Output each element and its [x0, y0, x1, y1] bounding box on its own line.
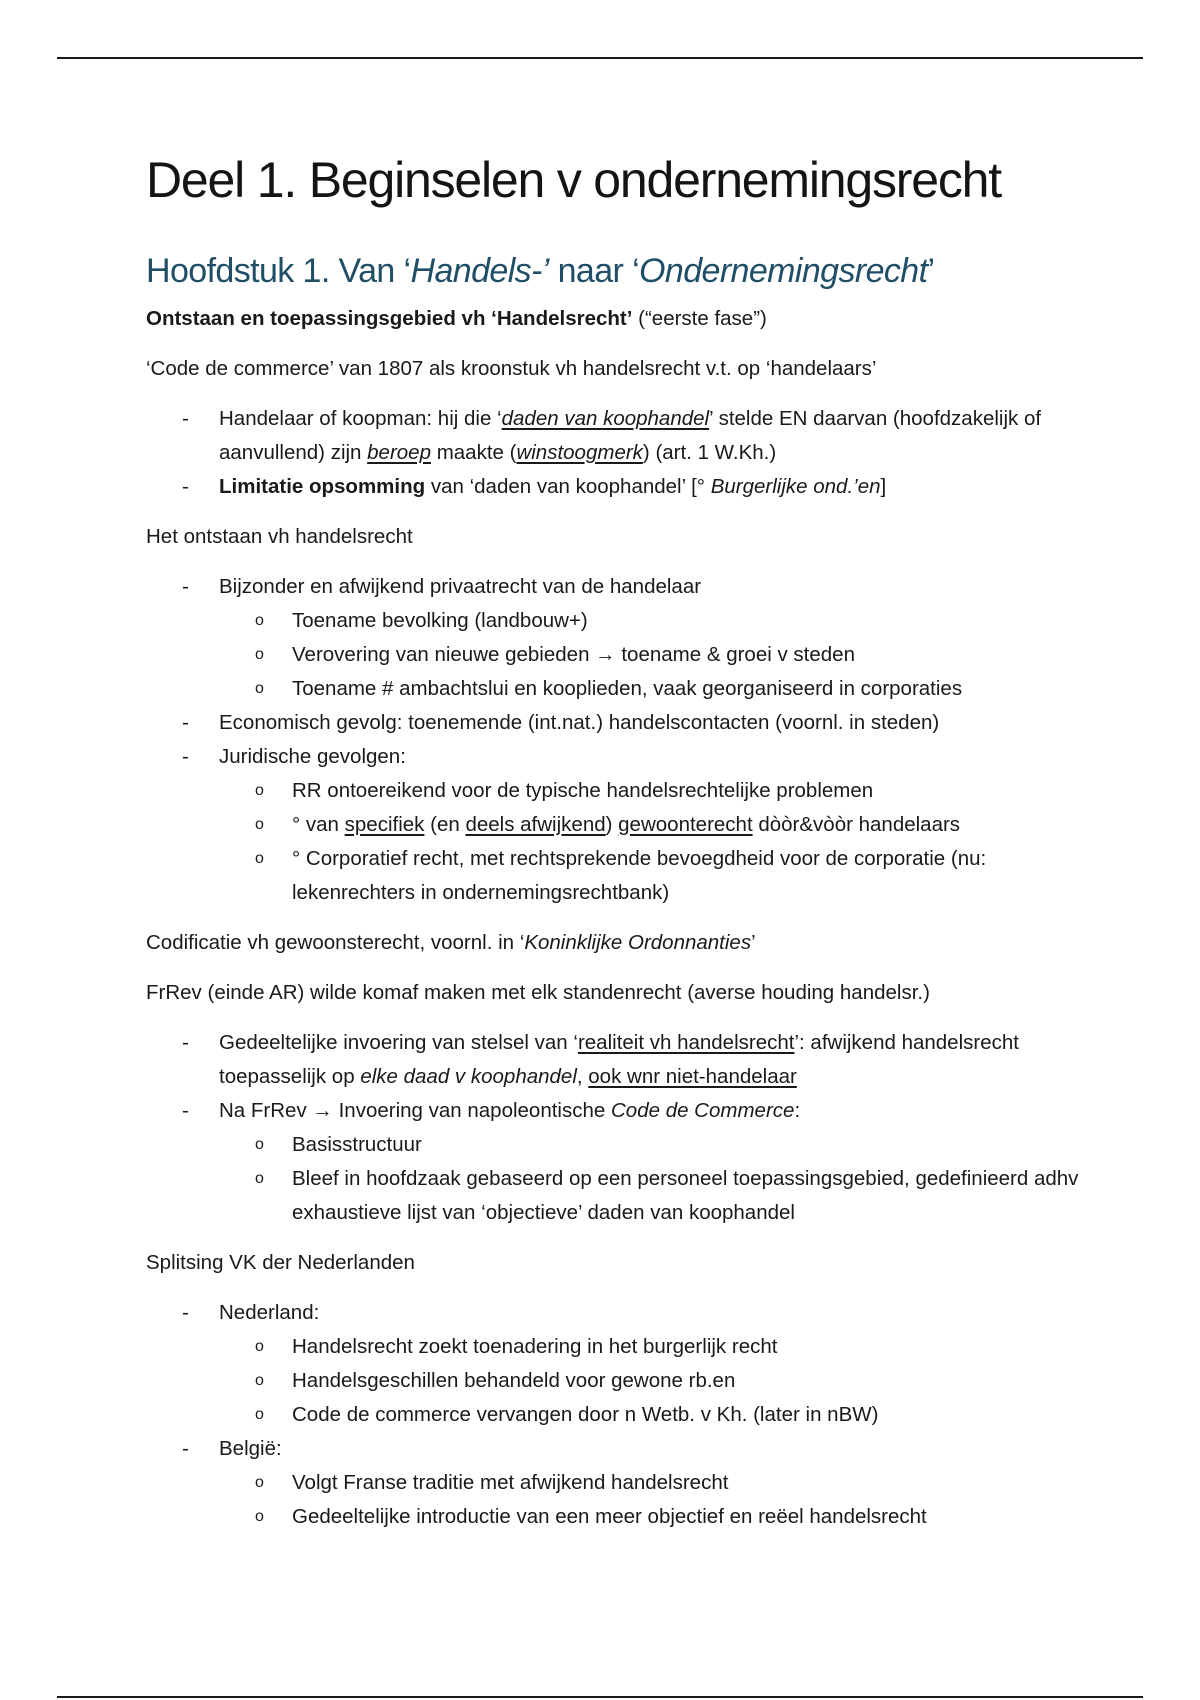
text-run: specifiek [344, 813, 425, 836]
text-run: Handelaar of koopman: hij die ‘ [219, 407, 502, 430]
footer-rule [57, 1696, 1143, 1698]
sub-list-item: o Handelsgeschillen behandeld voor gewone rb.en [219, 1364, 1086, 1398]
text-run: Burgerlijke ond.’en [710, 475, 881, 498]
section-heading-rest: (“eerste fase”) [632, 307, 767, 330]
header-rule [57, 57, 1143, 59]
sub-list [219, 1330, 1086, 1432]
text-run: Juridische gevolgen: [219, 745, 406, 768]
section-heading-ontstaan-handelsrecht: Het ontstaan vh handelsrecht [146, 525, 413, 548]
sub-list-item: o Volgt Franse traditie met afwijkend handelsrecht [219, 1466, 1086, 1500]
sub-list-item: o Verovering van nieuwe gebieden → toename & groei v steden [219, 638, 1086, 672]
chapter-term-handels: Handels-’ [410, 252, 549, 290]
sub-list-item: o Code de commerce vervangen door n Wetb. v Kh. (later in nBW) [219, 1398, 1086, 1432]
text-run: daden van koophandel [501, 407, 710, 430]
text-run: Code de Commerce [610, 1099, 795, 1122]
bullet-list-ontstaan [146, 570, 1086, 910]
chapter-mid: naar ‘ [548, 252, 640, 290]
text-run: gewoonterecht [618, 813, 753, 836]
sub-list [219, 1466, 1086, 1534]
list-item [146, 740, 1086, 910]
text-run: Nederland: [219, 1301, 320, 1324]
sub-list-item: o Basisstructuur [219, 1128, 1086, 1162]
list-item [146, 470, 1086, 504]
sub-list-item [219, 808, 1086, 842]
list-item [146, 1094, 1086, 1230]
text-run: Bijzonder en afwijkend privaatrecht van de handelaar [219, 575, 702, 598]
sub-list-item: o Toename bevolking (landbouw+) [219, 604, 1086, 638]
text-run: (en [424, 813, 466, 836]
text-run: realiteit vh handelsrecht [577, 1031, 795, 1054]
text-run: ) [605, 813, 619, 836]
list-item [146, 1432, 1086, 1534]
sub-list-item: o RR ontoereikend voor de typische handelsrechtelijke problemen [219, 774, 1086, 808]
section-heading-ontstaan [146, 302, 1086, 336]
text-run: ] [880, 475, 887, 498]
intro-paragraph: ‘Code de commerce’ van 1807 als kroonstuk vh handelsrecht v.t. op ‘handelaars’ [146, 357, 877, 380]
bullet-list-splitsing [146, 1296, 1086, 1534]
text-run: deels afwijkend [465, 813, 606, 836]
text-run: Na FrRev → Invoering van napoleontische [219, 1099, 611, 1122]
chapter-suffix: ’ [927, 252, 935, 290]
text-run: elke daad v koophandel [360, 1065, 577, 1088]
text-run: België: [219, 1437, 282, 1460]
text-run: ook wnr niet-handelaar [588, 1065, 797, 1088]
text-run: ) (art. 1 W.Kh.) [642, 441, 777, 464]
text-run: Gedeeltelijke invoering van stelsel van ‘ [219, 1031, 578, 1054]
list-item: - Economisch gevolg: toenemende (int.nat.) handelscontacten (voornl. in steden) [146, 706, 1086, 740]
text-run: maakte ( [431, 441, 517, 464]
text-run: Limitatie opsomming [219, 475, 426, 498]
frrev-paragraph: FrRev (einde AR) wilde komaf maken met elk standenrecht (averse houding handelsr.) [146, 981, 930, 1004]
text-run: Koninklijke Ordonnanties [524, 931, 752, 954]
bullet-list-handelaar [146, 402, 1086, 504]
page-body [146, 148, 1086, 1534]
sub-list-item: o Handelsrecht zoekt toenadering in het burgerlijk recht [219, 1330, 1086, 1364]
section-heading-splitsing: Splitsing VK der Nederlanden [146, 1251, 415, 1274]
sub-list-item: o Gedeeltelijke introductie van een meer objectief en reëel handelsrecht [219, 1500, 1086, 1534]
section-heading-bold: Ontstaan en toepassingsgebied vh ‘Handelsrecht’ [146, 307, 633, 330]
list-item [146, 402, 1086, 470]
sub-list-item: o ° Corporatief recht, met rechtsprekende bevoegdheid voor de corporatie (nu: lekenrechters in ondernemingsrechtbank) [219, 842, 1086, 910]
sub-list-item: o Toename # ambachtslui en kooplieden, vaak georganiseerd in corporaties [219, 672, 1086, 706]
page-title: Deel 1. Beginselen v ondernemingsrecht [146, 152, 1001, 208]
chapter-term-ondernemingsrecht: Ondernemingsrecht [639, 252, 928, 290]
text-run: ° van [292, 813, 345, 836]
text-run: van ‘daden van koophandel’ [° [425, 475, 711, 498]
sub-list [219, 774, 1086, 910]
list-item [146, 1026, 1086, 1094]
text-run: Codificatie vh gewoonsterecht, voornl. in ‘ [146, 931, 525, 954]
text-run: dòòr&vòòr handelaars [752, 813, 961, 836]
bullet-list-frrev [146, 1026, 1086, 1230]
list-item [146, 1296, 1086, 1432]
text-run: ’ stelde EN daarvan (hoofdzakelijk of aanvullend) zijn [219, 407, 1042, 464]
text-run: winstoogmerk [516, 441, 643, 464]
text-run: : [794, 1099, 801, 1122]
codificatie-paragraph [146, 926, 1086, 960]
chapter-prefix: Hoofdstuk 1. Van ‘ [146, 252, 411, 290]
text-run: beroep [367, 441, 431, 464]
text-run: , [576, 1065, 589, 1088]
sub-list-item: o Bleef in hoofdzaak gebaseerd op een personeel toepassingsgebied, gedefinieerd adhv exhaustieve lijst van ‘objectieve’ daden van koophandel [219, 1162, 1086, 1230]
chapter-heading [146, 250, 1086, 292]
sub-list [219, 604, 1086, 706]
sub-list [219, 1128, 1086, 1230]
list-item [146, 570, 1086, 706]
text-run: ’ [751, 931, 756, 954]
text-run: ’: afwijkend handelsrecht toepasselijk op [219, 1031, 1019, 1088]
